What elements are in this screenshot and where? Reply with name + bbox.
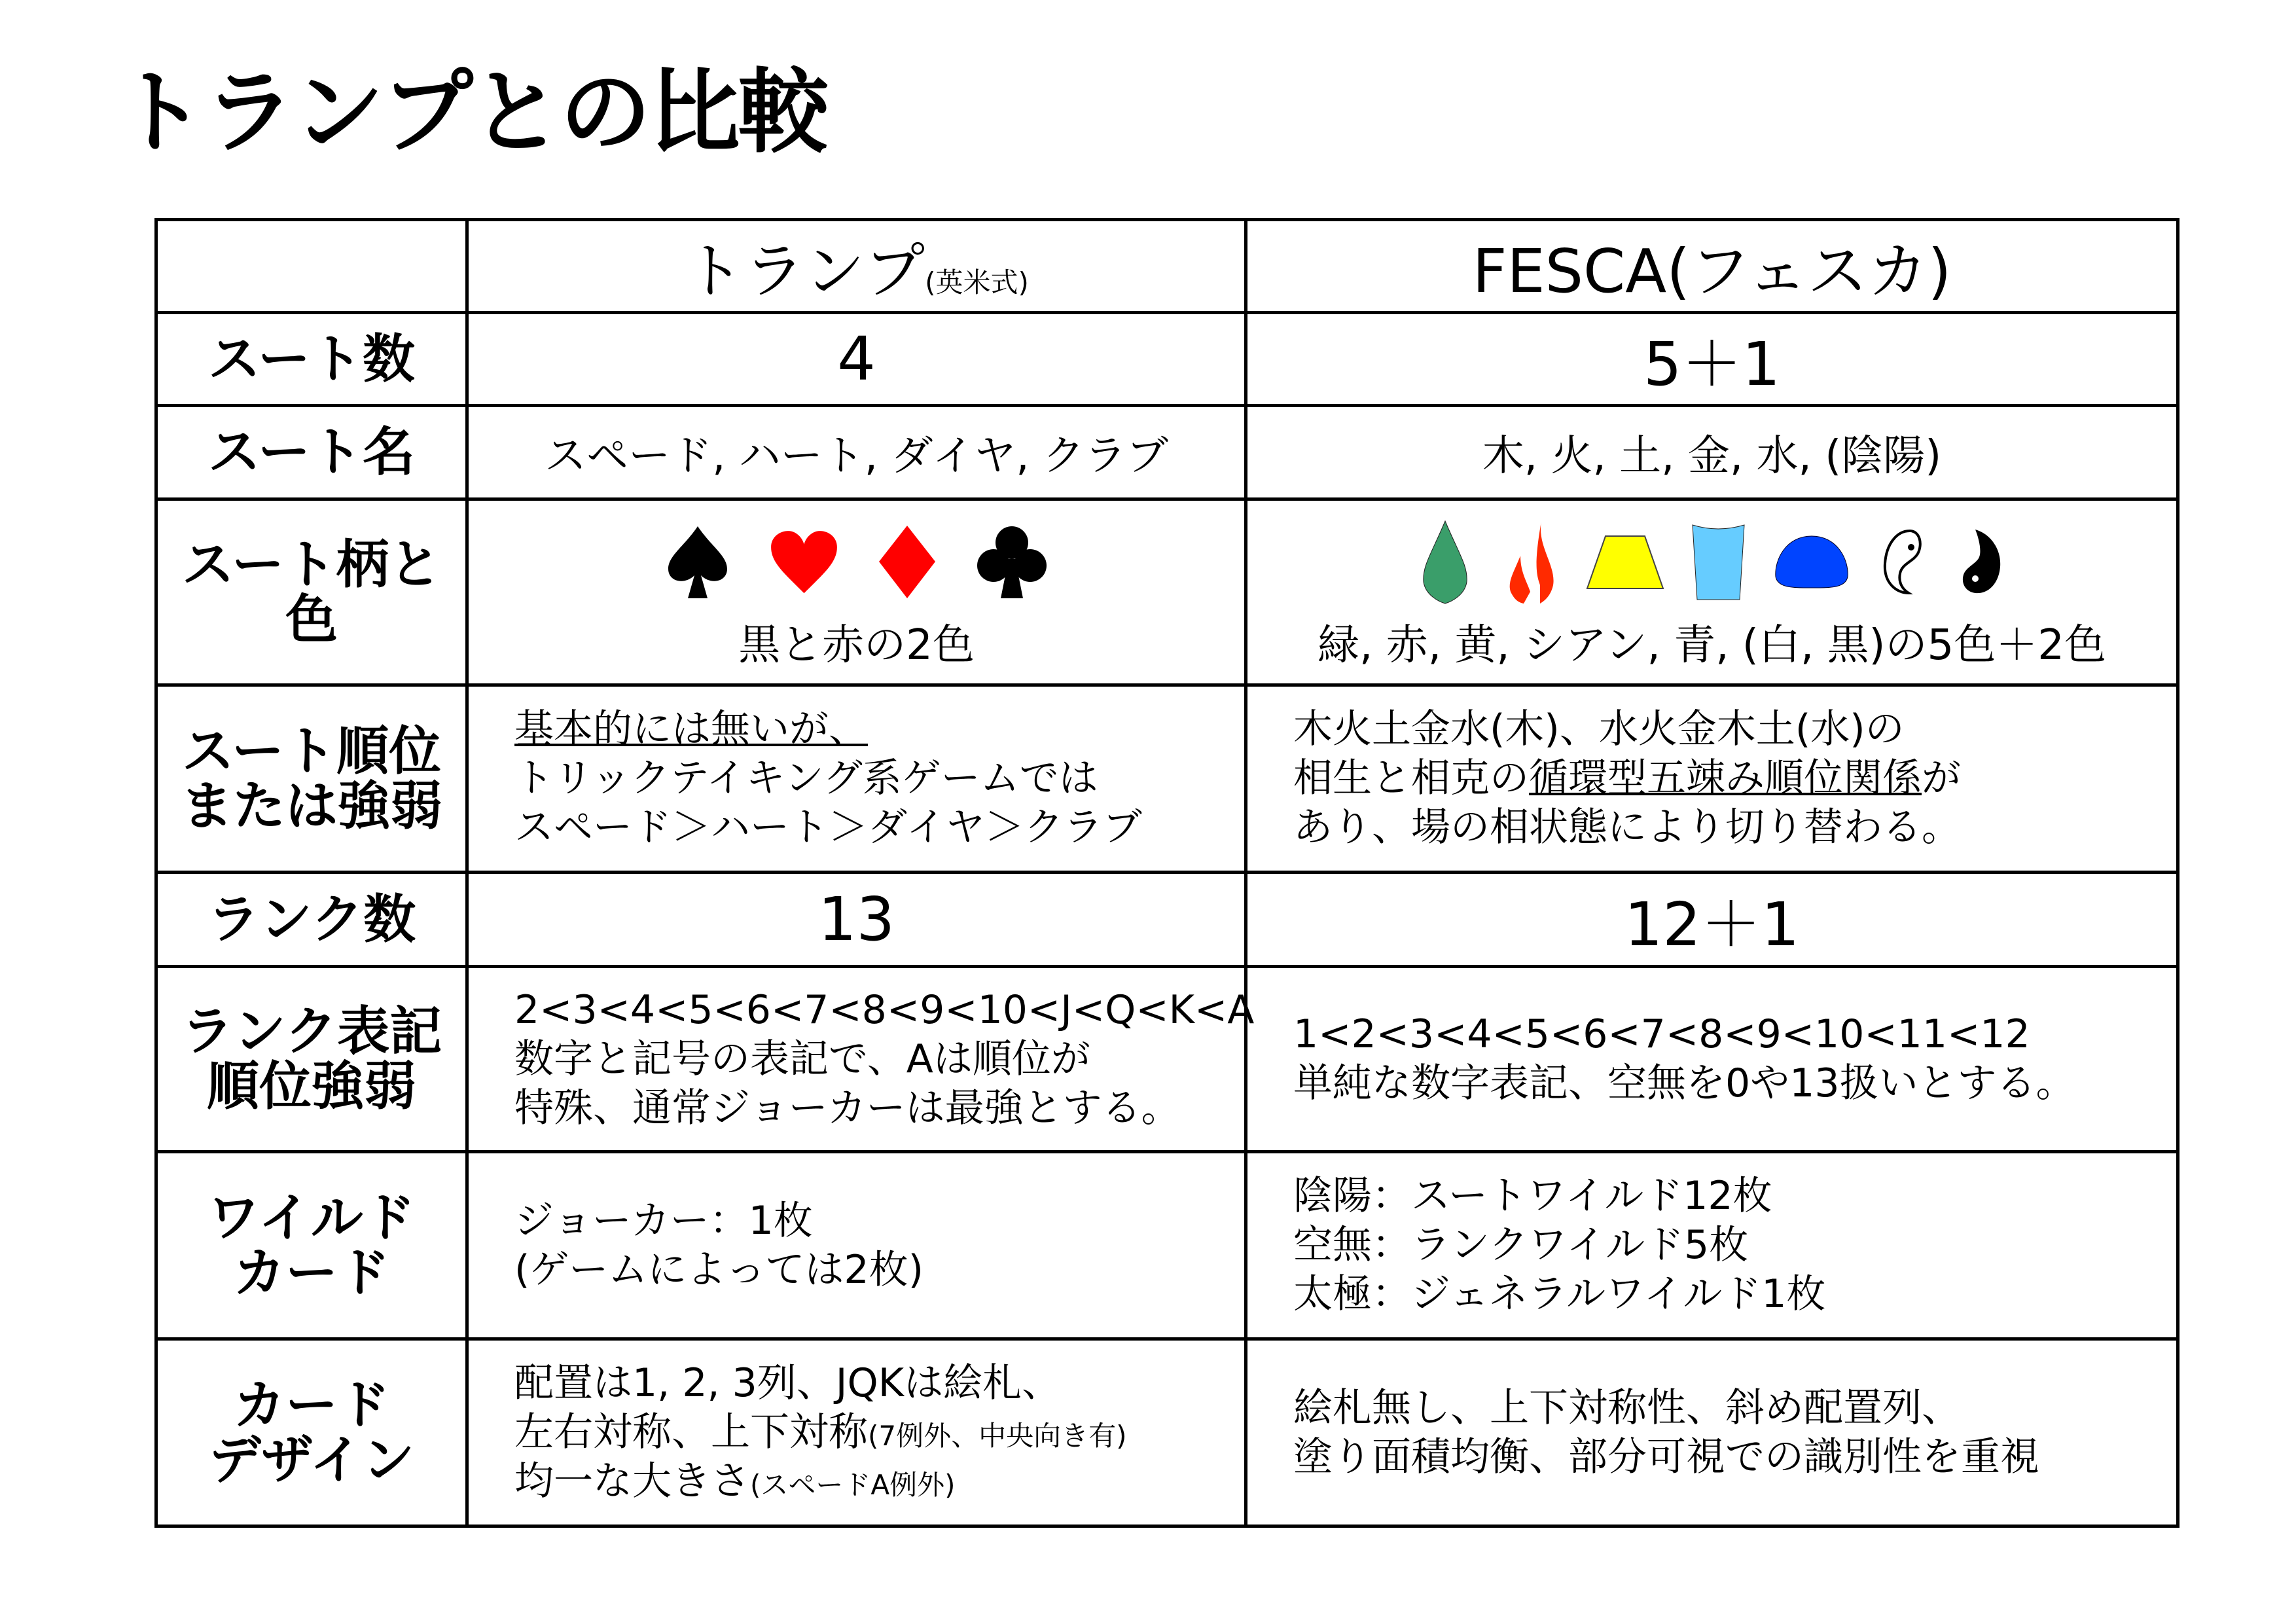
table-row (156, 685, 2178, 873)
table-row (156, 1339, 2178, 1526)
fesca-cell: 木, 火, 土, 金, 水, (陰陽) (1246, 406, 2178, 499)
header-trump (467, 220, 1246, 313)
text-line: あり、場の相状態により切り替わる。 (1293, 804, 1961, 850)
text-line: 数字と記号の表記で、Aは順位が (514, 1036, 1090, 1082)
page-title: トランプとの比較 (115, 60, 827, 166)
row-label (156, 1339, 467, 1526)
row-label-line: デザイン (208, 1429, 415, 1490)
fire-flame-icon (1501, 520, 1560, 605)
table-row (156, 1152, 2178, 1339)
club-icon (976, 523, 1048, 602)
row-label: ランク数 (156, 873, 467, 967)
text-part: 均一な大きさ (514, 1458, 750, 1504)
underlined-text: 循環型五竦み順位関係 (1529, 755, 1922, 801)
text-note: (7例外、中央向き有) (868, 1420, 1127, 1452)
text-line: トリックテイキング系ゲームでは (514, 755, 1098, 801)
trump-cell: 4 (467, 313, 1246, 406)
text-line: スペード＞ハート＞ダイヤ＞クラブ (514, 804, 1142, 850)
metal-cup-icon (1691, 523, 1746, 602)
text-line: 絵札無し、上下対称性、斜め配置列、 (1293, 1384, 1961, 1431)
trump-cell: 13 (467, 873, 1246, 967)
row-label (156, 685, 467, 873)
wood-leaf-icon (1416, 520, 1475, 605)
spade-icon (665, 523, 730, 602)
row-label: スート数 (156, 313, 467, 406)
text-line: 塗り面積均衡、部分可視での識別性を重視 (1293, 1434, 2039, 1480)
header-empty (156, 220, 467, 313)
text-line: 陰陽：スートワイルド12枚 (1293, 1173, 1772, 1219)
text-part: が (1922, 755, 1961, 801)
text-part: 左右対称、上下対称 (514, 1409, 868, 1455)
text-line: 木火土金水(木)、水火金木土(水)の (1293, 706, 1905, 752)
water-drop-icon (1772, 534, 1851, 590)
row-label: スート柄と色 (156, 499, 467, 685)
table-header-row (156, 220, 2178, 313)
trump-cell (467, 499, 1246, 685)
header-fesca: FESCA(フェスカ) (1246, 220, 2178, 313)
yang-black-icon (1956, 528, 2008, 596)
diamond-icon (878, 524, 937, 600)
table-row (156, 873, 2178, 967)
trump-cell: スペード, ハート, ダイヤ, クラブ (467, 406, 1246, 499)
fesca-cell (1246, 685, 2178, 873)
table-row (156, 313, 2178, 406)
row-label-line: スート順位 (182, 720, 441, 782)
trump-cell (467, 1152, 1246, 1339)
text-line: (ゲームによっては2枚) (514, 1246, 924, 1293)
comparison-table (154, 218, 2179, 1528)
row-label-line: または強弱 (181, 775, 442, 837)
fesca-cell: 12＋1 (1246, 873, 2178, 967)
row-label (156, 1152, 467, 1339)
trump-cell (467, 685, 1246, 873)
text-line: 空無：ランクワイルド5枚 (1293, 1222, 1749, 1268)
fesca-colors-text: 緑, 赤, 黄, シアン, 青, (白, 黒)の5色＋2色 (1318, 621, 2106, 670)
trump-colors-text: 黒と赤の2色 (738, 621, 975, 670)
text-line: ジョーカー：1枚 (514, 1197, 813, 1244)
fesca-cell: 5＋1 (1246, 313, 2178, 406)
table-row (156, 406, 2178, 499)
earth-trapezoid-icon (1586, 533, 1664, 592)
fesca-cell (1246, 1152, 2178, 1339)
row-label-line: カード (233, 1374, 390, 1435)
fesca-cell (1246, 967, 2178, 1152)
row-label-line: 順位強弱 (207, 1056, 416, 1117)
header-trump-label: トランプ (684, 236, 925, 306)
fesca-cell (1246, 1339, 2178, 1526)
text-line: 太極：ジェネラルワイルド1枚 (1293, 1271, 1826, 1317)
fesca-cell (1246, 499, 2178, 685)
row-label: スート名 (156, 406, 467, 499)
row-label-line: ランク表記 (181, 1001, 442, 1062)
trump-cell (467, 967, 1255, 1152)
table-row (156, 967, 2178, 1152)
text-line: 単純な数字表記、空無を0や13扱いとする。 (1293, 1060, 2075, 1106)
underlined-text: 基本的には無いが、 (514, 706, 868, 752)
header-trump-sub: (英米式) (925, 266, 1029, 298)
row-label (156, 967, 467, 1152)
suit-icons (469, 513, 1244, 611)
text-note: (スペードA例外) (750, 1469, 956, 1501)
text-line: 特殊、通常ジョーカーは最強とする。 (514, 1085, 1181, 1131)
text-line: 2<3<4<5<6<7<8<9<10<J<Q<K<A (514, 986, 1255, 1033)
trump-cell (467, 1339, 1246, 1526)
row-label-line: ワイルド (207, 1187, 416, 1248)
text-line: 配置は1, 2, 3列、JQKは絵札、 (514, 1360, 1062, 1406)
row-label-line: カード (233, 1242, 390, 1303)
element-icons (1247, 513, 2176, 611)
yin-white-icon (1877, 528, 1929, 596)
heart-icon (770, 526, 838, 598)
text-part: 相生と相克の (1293, 755, 1529, 801)
text-line: 1<2<3<4<5<6<7<8<9<10<11<12 (1293, 1011, 2030, 1057)
table-row (156, 499, 2178, 685)
